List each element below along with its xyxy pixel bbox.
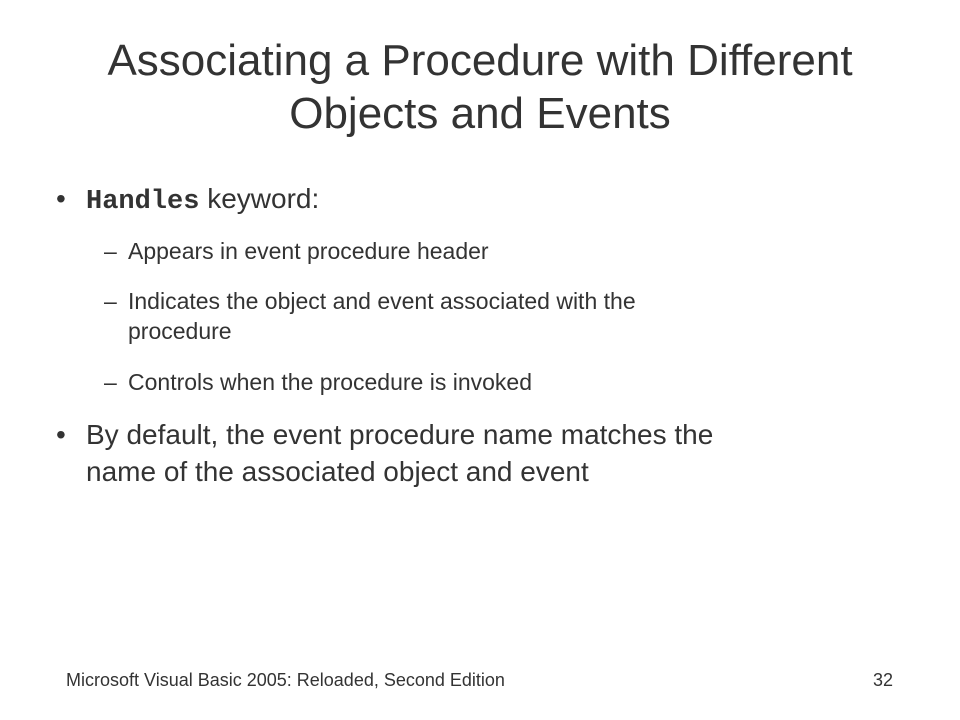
bullet-default-text: By default, the event procedure name matches the	[86, 419, 714, 450]
bullet-handles-keyword	[56, 181, 319, 220]
sub-bullet-controls-invocation	[104, 367, 532, 397]
slide-title	[60, 34, 900, 140]
sub-bullet-indicates-object-event	[104, 286, 636, 346]
bullet-default-text-continued: name of the associated object and event	[86, 456, 589, 487]
bullet-marker: •	[56, 419, 66, 450]
sub-bullet-text: Controls when the procedure is invoked	[128, 369, 533, 395]
footer-page-number: 32	[872, 670, 893, 690]
sub-bullet-text: Indicates the object and event associated with the	[128, 288, 636, 314]
sub-bullet-marker: –	[104, 288, 117, 314]
sub-bullet-appears-in-header	[104, 236, 489, 266]
slide-title-line-2: Objects and Events	[289, 89, 671, 138]
bullet-handles-text: keyword:	[199, 183, 320, 214]
footer-book-title: Microsoft Visual Basic 2005: Reloaded, Second Edition	[66, 670, 505, 690]
sub-bullet-text: Appears in event procedure header	[128, 238, 489, 264]
handles-code-keyword: Handles	[86, 187, 200, 217]
bullet-marker: •	[56, 183, 66, 214]
sub-bullet-marker: –	[104, 369, 117, 395]
sub-bullet-marker: –	[104, 238, 117, 264]
sub-bullet-text-continued: procedure	[128, 318, 232, 344]
bullet-default-name	[56, 416, 713, 490]
slide-title-line-1: Associating a Procedure with Different	[107, 36, 853, 85]
